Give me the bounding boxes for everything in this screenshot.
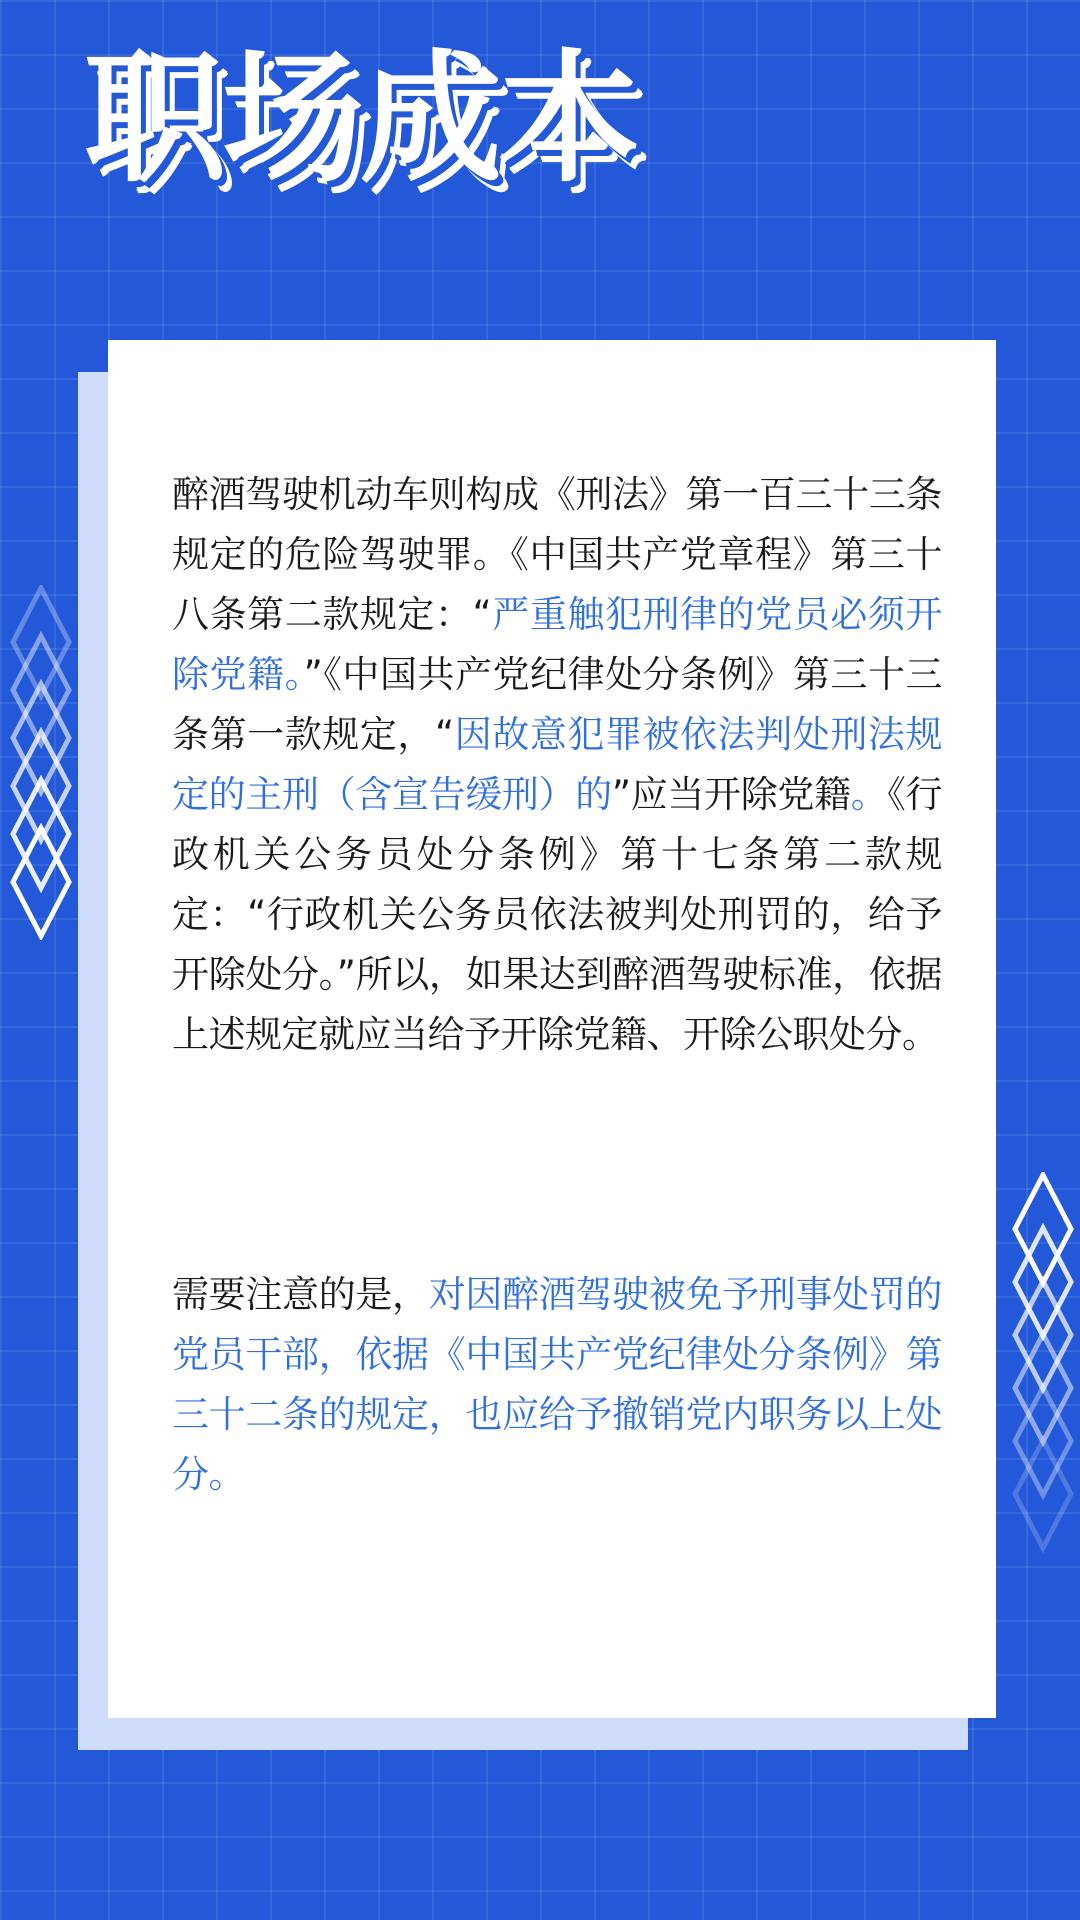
right-diamond-chain-icon	[1010, 1172, 1076, 1567]
text-segment: 《行政机关公务员处分条例》第十七条第二款规定：“行政机关公务员依法被判处刑罚的，给予开除处分。”所以，如果达到醉酒驾驶标准，依据上述规定就应当给予开除党籍、开除公职处分。	[172, 773, 943, 1056]
card-body	[172, 465, 942, 1505]
text-segment: 需要注意的是，	[172, 1273, 429, 1316]
text-segment: 醉酒驾驶机动车则构成《刑法》第一百三十三条规定的危险驾驶罪。《中国共产党章程》第三十八条第二款规定：“	[172, 473, 942, 636]
content-card	[108, 340, 996, 1718]
highlight-segment: 因故意犯罪被依法判处刑法规定的主刑（含宣告缓刑）的	[172, 713, 943, 816]
paragraph-1	[172, 465, 942, 1065]
highlight-segment: 严重触犯刑律的党员必须开除党籍。	[172, 593, 942, 696]
text-segment: ”应当开除党籍	[611, 773, 851, 816]
highlight-segment: 。	[850, 773, 888, 816]
page-title: 职场成本	[84, 37, 636, 202]
paragraph-2	[172, 1265, 942, 1505]
text-segment: ”《中国共产党纪律处分条例》第三十三条第一款规定，“	[172, 653, 943, 756]
left-diamond-chain-icon	[8, 585, 74, 940]
highlight-segment: 对因醉酒驾驶被免予刑事处罚的党员干部，依据《中国共产党纪律处分条例》第三十二条的规定，也应给予撤销党内职务以上处分。	[172, 1273, 943, 1496]
